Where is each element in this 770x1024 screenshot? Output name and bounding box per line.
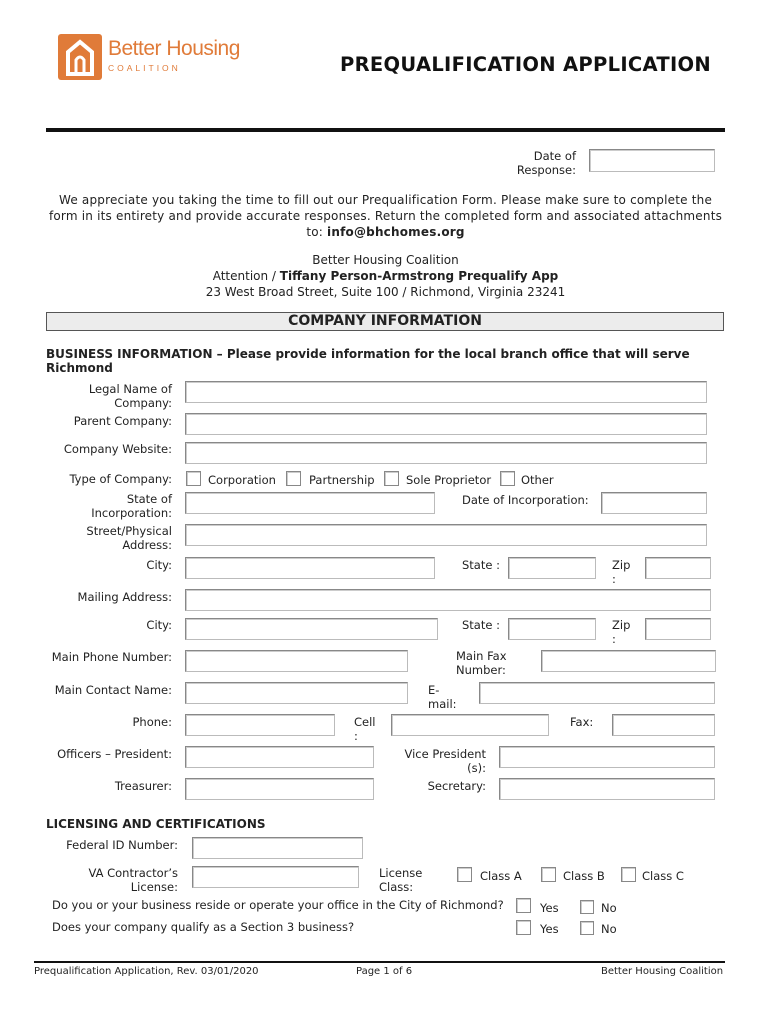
email-label: E- mail: bbox=[428, 683, 457, 711]
phone-label: Phone: bbox=[132, 715, 172, 729]
section3-no-checkbox[interactable] bbox=[580, 921, 594, 935]
date-of-incorporation-label: Date of Incorporation: bbox=[462, 493, 589, 507]
email-input[interactable] bbox=[479, 682, 715, 704]
logo-name: Better Housing bbox=[108, 37, 240, 60]
class-b-label: Class B bbox=[563, 869, 605, 883]
class-c-label: Class C bbox=[642, 869, 684, 883]
section3-yes-checkbox[interactable] bbox=[516, 920, 531, 935]
attention-line bbox=[46, 268, 725, 284]
secretary-label: Secretary: bbox=[427, 779, 486, 793]
class-a-checkbox[interactable] bbox=[457, 867, 472, 882]
page-title: PREQUALIFICATION APPLICATION bbox=[340, 53, 712, 76]
date-of-response-input[interactable] bbox=[589, 149, 715, 172]
sole-proprietor-checkbox[interactable] bbox=[384, 471, 399, 486]
other-checkbox[interactable] bbox=[500, 471, 515, 486]
section3-yes-label: Yes bbox=[540, 922, 559, 936]
vice-president-input[interactable] bbox=[499, 746, 715, 768]
partnership-checkbox[interactable] bbox=[286, 471, 301, 486]
main-contact-input[interactable] bbox=[185, 682, 408, 704]
state-of-incorporation-label: State of Incorporation: bbox=[91, 492, 172, 520]
class-b-checkbox[interactable] bbox=[541, 867, 556, 882]
legal-name-input[interactable] bbox=[185, 381, 707, 403]
president-input[interactable] bbox=[185, 746, 374, 768]
section-header-company-info: COMPANY INFORMATION bbox=[46, 312, 724, 331]
question-section3: Does your company qualify as a Section 3 business? bbox=[52, 920, 355, 934]
business-info-heading: BUSINESS INFORMATION – Please provide information for the local branch office that will serve Richmond bbox=[46, 347, 690, 375]
footer-divider bbox=[34, 961, 725, 963]
intro-body: We appreciate you taking the time to fill out our Prequalification Form. Please make sure to complete the form in its entirety and provide accurate responses. Return the completed form and associated attachments to: bbox=[48, 193, 723, 239]
vice-president-label: Vice President (s): bbox=[404, 747, 486, 775]
street-address-label: Street/Physical Address: bbox=[86, 524, 172, 552]
date-of-incorporation-input[interactable] bbox=[601, 492, 707, 514]
attention-name: Tiffany Person-Armstrong Prequalify App bbox=[279, 269, 559, 283]
main-fax-label: Main Fax Number: bbox=[456, 649, 507, 677]
mailing-city-input[interactable] bbox=[185, 618, 438, 640]
richmond-yes-label: Yes bbox=[540, 901, 559, 915]
footer-revision: Prequalification Application, Rev. 03/01/2020 bbox=[34, 966, 259, 977]
other-label: Other bbox=[521, 473, 554, 487]
treasurer-label: Treasurer: bbox=[114, 779, 172, 793]
main-fax-input[interactable] bbox=[541, 650, 716, 672]
org-name: Better Housing Coalition bbox=[312, 253, 459, 267]
phone-input[interactable] bbox=[185, 714, 335, 736]
mailing-state-input[interactable] bbox=[508, 618, 596, 640]
licensing-heading: LICENSING AND CERTIFICATIONS bbox=[46, 817, 266, 831]
city-label: City: bbox=[146, 558, 172, 572]
state-of-incorporation-input[interactable] bbox=[185, 492, 435, 514]
va-license-input[interactable] bbox=[192, 866, 359, 888]
parent-company-label: Parent Company: bbox=[73, 414, 172, 428]
section3-no-label: No bbox=[601, 922, 617, 936]
question-richmond: Do you or your business reside or operate your office in the City of Richmond? bbox=[52, 898, 504, 912]
zip-label: Zip : bbox=[612, 558, 631, 586]
class-a-label: Class A bbox=[480, 869, 522, 883]
attention-prefix: Attention / bbox=[212, 269, 280, 283]
footer-org: Better Housing Coalition bbox=[601, 966, 724, 977]
main-phone-label: Main Phone Number: bbox=[51, 650, 172, 664]
president-label: Officers – President: bbox=[57, 747, 172, 761]
intro-text bbox=[46, 192, 725, 240]
treasurer-input[interactable] bbox=[185, 778, 374, 800]
richmond-yes-checkbox[interactable] bbox=[516, 898, 531, 913]
logo-subtitle: COALITION bbox=[108, 63, 181, 73]
contact-email[interactable]: info@bhchomes.org bbox=[327, 225, 465, 239]
federal-id-input[interactable] bbox=[192, 837, 363, 859]
mailing-zip-label: Zip : bbox=[612, 618, 631, 646]
partnership-label: Partnership bbox=[309, 473, 375, 487]
fax-label: Fax: bbox=[570, 715, 594, 729]
mailing-address-input[interactable] bbox=[185, 589, 711, 611]
va-license-label: VA Contractor’s License: bbox=[88, 866, 178, 894]
secretary-input[interactable] bbox=[499, 778, 715, 800]
footer-page-number: Page 1 of 6 bbox=[356, 966, 413, 977]
mailing-city-label: City: bbox=[146, 618, 172, 632]
mailing-address-block bbox=[46, 252, 725, 300]
state-input[interactable] bbox=[508, 557, 596, 579]
main-contact-label: Main Contact Name: bbox=[54, 683, 172, 697]
cell-input[interactable] bbox=[391, 714, 549, 736]
website-input[interactable] bbox=[185, 442, 707, 464]
state-label: State : bbox=[462, 558, 500, 572]
mailing-state-label: State : bbox=[462, 618, 500, 632]
main-phone-input[interactable] bbox=[185, 650, 408, 672]
zip-input[interactable] bbox=[645, 557, 711, 579]
corporation-checkbox[interactable] bbox=[186, 471, 201, 486]
date-of-response-label: Date of Response: bbox=[516, 149, 576, 177]
richmond-no-label: No bbox=[601, 901, 617, 915]
mailing-zip-input[interactable] bbox=[645, 618, 711, 640]
richmond-no-checkbox[interactable] bbox=[580, 900, 594, 914]
license-class-label: License Class: bbox=[379, 866, 423, 894]
class-c-checkbox[interactable] bbox=[621, 867, 636, 882]
fax-input[interactable] bbox=[612, 714, 715, 736]
corporation-label: Corporation bbox=[208, 473, 276, 487]
mailing-address-label: Mailing Address: bbox=[77, 590, 172, 604]
federal-id-label: Federal ID Number: bbox=[66, 838, 178, 852]
website-label: Company Website: bbox=[63, 442, 172, 456]
street-address-input[interactable] bbox=[185, 524, 707, 546]
city-input[interactable] bbox=[185, 557, 435, 579]
cell-label: Cell : bbox=[354, 715, 376, 743]
legal-name-label: Legal Name of Company: bbox=[88, 382, 172, 410]
sole-proprietor-label: Sole Proprietor bbox=[406, 473, 492, 487]
street-line: 23 West Broad Street, Suite 100 / Richmond, Virginia 23241 bbox=[205, 285, 566, 299]
type-of-company-label: Type of Company: bbox=[69, 472, 172, 486]
logo-text bbox=[108, 38, 240, 73]
header-divider bbox=[46, 128, 725, 132]
parent-company-input[interactable] bbox=[185, 413, 707, 435]
